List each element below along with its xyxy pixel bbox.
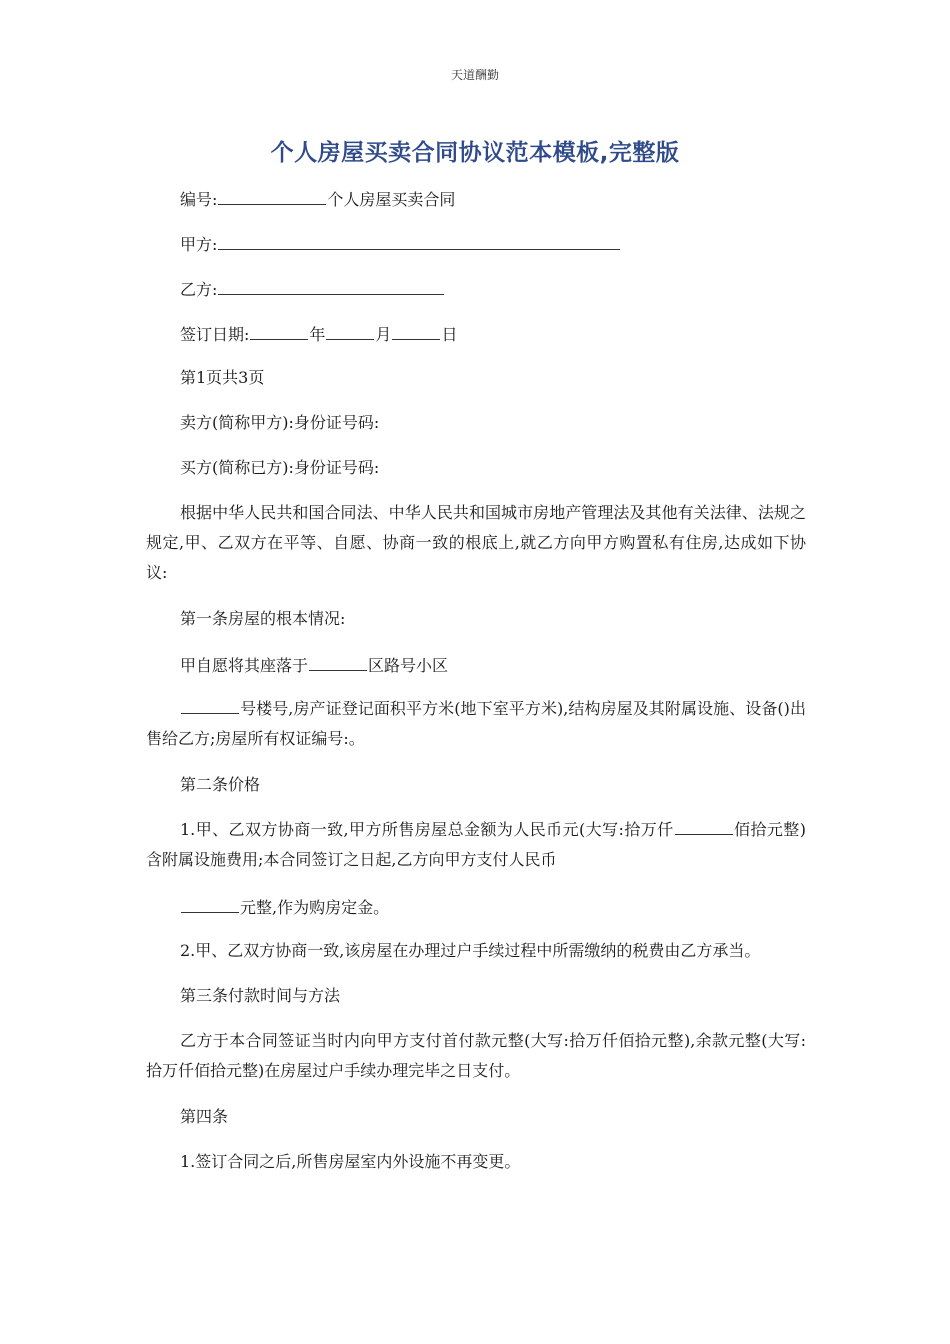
seller-line: 卖方(简称甲方):身份证号码:: [180, 413, 380, 432]
sign-date-label: 签订日期:: [180, 325, 250, 344]
article2-item1-paragraph: [146, 815, 806, 875]
building-number-blank: [181, 697, 239, 714]
article2-deposit-line: [180, 896, 389, 918]
party-a-blank: [218, 233, 620, 250]
article1-detail-paragraph: [146, 694, 806, 754]
article3-heading: 第三条付款时间与方法: [180, 986, 341, 1005]
article1-location-line: [180, 654, 448, 676]
party-b-line: [180, 278, 445, 300]
day-blank: [392, 323, 440, 340]
header-note: 天道酬勤: [450, 68, 499, 82]
contract-number-line: [180, 188, 455, 210]
month-label: 月: [375, 325, 392, 344]
deposit-blank: [181, 896, 239, 913]
sign-date-line: [180, 323, 457, 345]
year-label: 年: [309, 325, 326, 344]
year-blank: [250, 323, 308, 340]
contract-number-blank: [218, 188, 326, 205]
month-blank: [326, 323, 374, 340]
article2-deposit: 元整,作为购房定金。: [240, 898, 390, 917]
document-title: 个人房屋买卖合同协议范本模板,完整版: [270, 140, 680, 166]
party-b-label: 乙方:: [180, 280, 218, 299]
article2-heading: 第二条价格: [180, 775, 261, 794]
article1-location-suffix: 区路号小区: [368, 656, 449, 675]
page-info: 第1页共3页: [180, 368, 265, 387]
article2-item2: 2.甲、乙双方协商一致,该房屋在办理过户手续过程中所需缴纳的税费由乙方承当。: [180, 941, 761, 960]
buyer-line: 买方(简称已方):身份证号码:: [180, 458, 380, 477]
intro-paragraph: 根据中华人民共和国合同法、中华人民共和国城市房地产管理法及其他有关法律、法规之规定,甲、乙双方在平等、自愿、协商一致的根底上,就乙方向甲方购置私有住房,达成如下协议:: [146, 503, 806, 582]
party-a-line: [180, 233, 621, 255]
article1-location-prefix: 甲自愿将其座落于: [180, 656, 309, 675]
article1-detail: 号楼号,房产证登记面积平方米(地下室平方米),结构房屋及其附属设施、设备()出售给乙方;房屋所有权证编号:。: [146, 699, 806, 748]
contract-number-label: 编号:: [180, 190, 218, 209]
article4-item1: 1.签订合同之后,所售房屋室内外设施不再变更。: [180, 1152, 521, 1171]
day-label: 日: [441, 325, 458, 344]
article4-heading: 第四条: [180, 1107, 229, 1126]
price-blank: [675, 818, 733, 835]
party-b-blank: [218, 278, 444, 295]
article2-item1-prefix: 1.甲、乙双方协商一致,甲方所售房屋总金额为人民币元(大写:拾万仟: [180, 820, 674, 839]
article1-heading: 第一条房屋的根本情况:: [180, 609, 346, 628]
party-a-label: 甲方:: [180, 235, 218, 254]
article2-item1-suffix: 佰拾元整)含附属设施费用;本合同签订之日起,乙方向甲方支付人民币: [146, 820, 806, 869]
location-blank: [309, 654, 367, 671]
contract-number-suffix: 个人房屋买卖合同: [327, 190, 456, 209]
article3-body: 乙方于本合同签证当时内向甲方支付首付款元整(大写:拾万仟佰拾元整),余款元整(大写:拾万仟佰拾元整)在房屋过户手续办理完毕之日支付。: [146, 1031, 806, 1080]
